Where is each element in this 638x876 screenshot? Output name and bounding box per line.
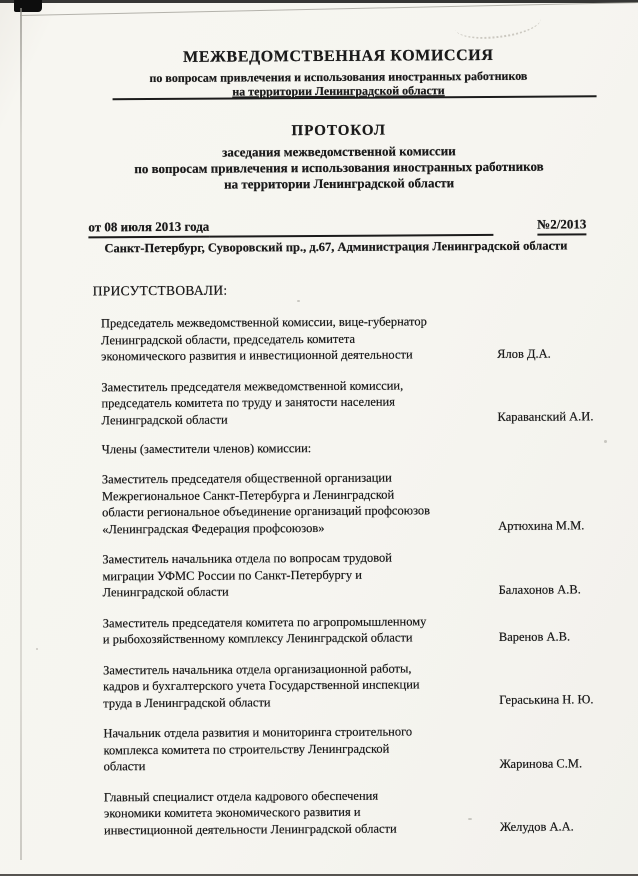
date-number-rule <box>209 234 493 238</box>
attendee-row <box>103 612 589 648</box>
attendee-name: Ялов Д.А. <box>497 346 551 361</box>
attendee-name: Жаринова С.М. <box>499 755 583 771</box>
document-subtitle-2: по вопросам привлечения и использования иностранных работников <box>134 158 544 177</box>
document-title-block <box>92 121 586 193</box>
org-letterhead <box>91 46 585 100</box>
document-subtitle-1: заседания межведомственной комиссии <box>222 143 456 160</box>
attendee-name: Гераськина Н. Ю. <box>499 692 594 707</box>
attendee-role: Заместитель председателя межведомственной комиссии, председатель комитета по труду и занятости населения Ленинградской области <box>101 377 404 427</box>
attendee-role: Главный специалист отдела кадрового обеспечения экономики комитета экономического развития и инвестиционной деятельности Ленинградской области <box>103 788 397 837</box>
attendees-heading: ПРИСУТСТВОВАЛИ: <box>92 282 228 299</box>
attendee-row <box>104 786 590 838</box>
attendee-name: Желудов А.А. <box>499 819 574 834</box>
attendee-row <box>101 312 587 364</box>
attendee-role: Заместитель начальника отдела по вопросам трудовой миграции УФМС России по Санкт-Петербургу и Ленинградской области <box>102 550 392 600</box>
attendee-role: Заместитель председателя комитета по агропромышленному и рыбохозяйственному комплексу Ленинградской области <box>102 613 427 647</box>
attendee-name: Варенов А.В. <box>498 628 571 644</box>
attendee-row <box>102 548 588 600</box>
attendee-name: Балахонов А.В. <box>498 581 581 597</box>
org-title: МЕЖВЕДОМСТВЕННАЯ КОМИССИЯ <box>183 46 494 66</box>
document-subtitle-3: на территории Ленинградской области <box>224 175 455 192</box>
attendee-row <box>103 722 589 774</box>
document-date: от 08 июля 2013 года <box>88 219 209 239</box>
attendee-row <box>102 468 588 537</box>
meeting-location: Санкт-Петербург, Суворовский пр., д.67, Администрация Ленинградской области <box>104 238 568 256</box>
document-number: №2/2013 <box>537 216 586 235</box>
attendee-row <box>103 659 594 711</box>
members-heading: Члены (заместители членов) комиссии: <box>101 441 312 457</box>
org-subtitle-1: по вопросам привлечения и использования иностранных работников <box>149 68 528 86</box>
attendee-role: Председатель межведомственной комиссии, вице-губернатор Ленинградской области, председатель комитета экономического развития и инвестиционной деятельности <box>100 314 427 364</box>
attendee-role: Заместитель председателя общественной организации Межрегиональное Санкт-Петербурга и Ленинградской области региональное объединение организаций профсоюзов «Ленинградская Федерация профсоюзов» <box>101 470 431 536</box>
date-number-row <box>88 216 586 238</box>
attendee-role: Заместитель начальника отдела организационной работы, кадров и бухгалтерского учета Государственной инспекции труда в Ленинградской области <box>103 660 420 710</box>
document-title: ПРОТОКОЛ <box>291 122 387 140</box>
org-subtitle-2: на территории Ленинградской области <box>232 83 445 99</box>
attendee-name: Караванский А.И. <box>497 409 594 424</box>
attendee-row <box>101 376 594 428</box>
attendee-name: Артюхина М.М. <box>498 518 585 533</box>
attendee-role: Начальник отдела развития и мониторинга строительного комплекса комитета по строительству Ленинградской области <box>103 724 413 774</box>
